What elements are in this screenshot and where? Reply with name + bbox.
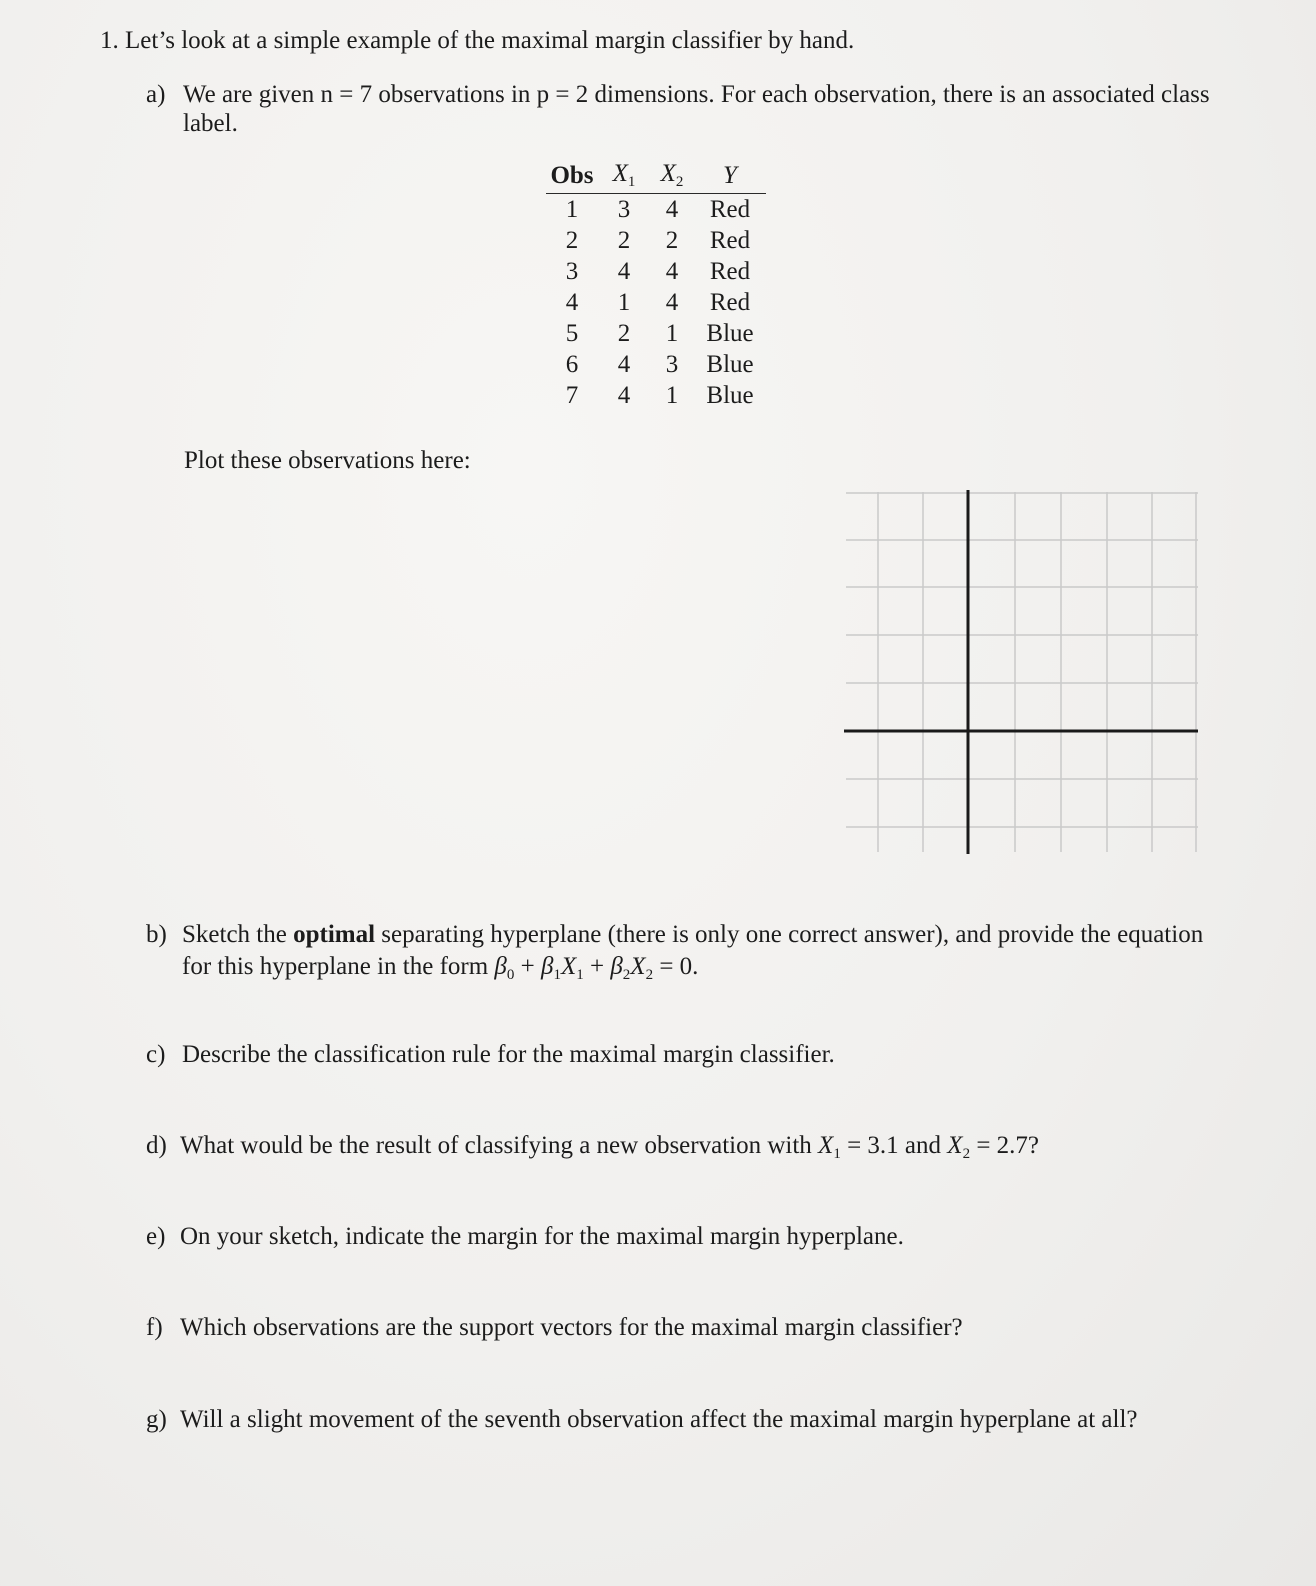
cell-x1: 2 bbox=[617, 226, 631, 254]
cell-obs: 2 bbox=[565, 226, 579, 254]
part-g-label: g) bbox=[146, 1406, 167, 1433]
cell-obs: 7 bbox=[565, 381, 579, 409]
table-row bbox=[546, 194, 766, 226]
cell-y: Red bbox=[709, 288, 751, 316]
observations-table bbox=[546, 160, 766, 411]
table-row bbox=[546, 318, 766, 349]
plot-grid[interactable] bbox=[844, 488, 1200, 856]
table-row bbox=[546, 380, 766, 411]
part-b-label: b) bbox=[146, 921, 167, 948]
part-f-text: Which observations are the support vectors for the maximal margin classifier? bbox=[180, 1314, 963, 1341]
optimal-emphasis: optimal bbox=[293, 921, 376, 948]
cell-y: Blue bbox=[706, 319, 754, 347]
header-obs: Obs bbox=[546, 160, 598, 194]
cell-y: Blue bbox=[706, 350, 754, 378]
cell-x2: 1 bbox=[665, 319, 679, 347]
cell-x1: 1 bbox=[617, 288, 631, 316]
cell-y: Blue bbox=[706, 381, 754, 409]
header-x1: $X_1$ bbox=[598, 160, 650, 194]
cell-x2: 3 bbox=[665, 350, 679, 378]
cell-obs: 6 bbox=[565, 350, 579, 378]
part-c-text: Describe the classification rule for the maximal margin classifier. bbox=[182, 1041, 835, 1068]
cell-x1: 4 bbox=[617, 350, 631, 378]
cell-obs: 5 bbox=[565, 319, 579, 347]
part-g-text: Will a slight movement of the seventh observation affect the maximal margin hyperplane at all? bbox=[180, 1406, 1138, 1433]
part-b-text-line1: Sketch the optimal separating hyperplane (there is only one correct answer), and provide the equation bbox=[182, 921, 1204, 948]
part-c-label: c) bbox=[146, 1041, 166, 1068]
part-d-text: What would be the result of classifying a new observation with $X_1 = 3.1$ and $X_2 = 2.7$? bbox=[180, 1132, 1040, 1162]
cell-x1: 2 bbox=[617, 319, 631, 347]
cell-x2: 4 bbox=[665, 288, 679, 316]
part-f-label: f) bbox=[146, 1314, 163, 1341]
part-d-label: d) bbox=[146, 1132, 167, 1159]
table-row bbox=[546, 349, 766, 380]
part-a-text-line1: We are given n = 7 observations in p = 2 dimensions. For each observation, there is an associated class bbox=[183, 81, 1210, 108]
cell-y: Red bbox=[709, 226, 751, 254]
cell-x2: 2 bbox=[665, 226, 679, 254]
cell-x2: 4 bbox=[665, 257, 679, 285]
cell-x2: 1 bbox=[665, 381, 679, 409]
table-row bbox=[546, 225, 766, 256]
cell-obs: 1 bbox=[565, 195, 579, 223]
grid-lines bbox=[846, 492, 1198, 852]
plot-prompt: Plot these observations here: bbox=[184, 447, 471, 474]
question-number: 1. bbox=[100, 27, 119, 54]
cell-x1: 4 bbox=[617, 257, 631, 285]
header-y: Y bbox=[694, 160, 766, 194]
table-row bbox=[546, 256, 766, 287]
question-heading bbox=[100, 26, 854, 56]
cell-x2: 4 bbox=[665, 195, 679, 223]
table-body bbox=[546, 194, 766, 412]
cell-obs: 3 bbox=[565, 257, 579, 285]
cell-x1: 3 bbox=[617, 195, 631, 223]
cell-x1: 4 bbox=[617, 381, 631, 409]
cell-y: Red bbox=[709, 195, 751, 223]
part-e-label: e) bbox=[146, 1223, 166, 1250]
part-b-text-line2: for this hyperplane in the form $\beta_0 + \beta_1X_1 + \beta_2X_2 = 0$. bbox=[182, 953, 699, 983]
table-row bbox=[546, 287, 766, 318]
part-e-text: On your sketch, indicate the margin for the maximal margin hyperplane. bbox=[180, 1223, 904, 1250]
cell-obs: 4 bbox=[565, 288, 579, 316]
header-x2: $X_2$ bbox=[650, 160, 694, 194]
question-title: Let’s look at a simple example of the maximal margin classifier by hand. bbox=[125, 27, 855, 54]
cell-y: Red bbox=[709, 257, 751, 285]
table-header-row bbox=[546, 160, 766, 194]
part-a-text-line2: label. bbox=[183, 110, 238, 137]
part-a-label: a) bbox=[146, 81, 166, 108]
